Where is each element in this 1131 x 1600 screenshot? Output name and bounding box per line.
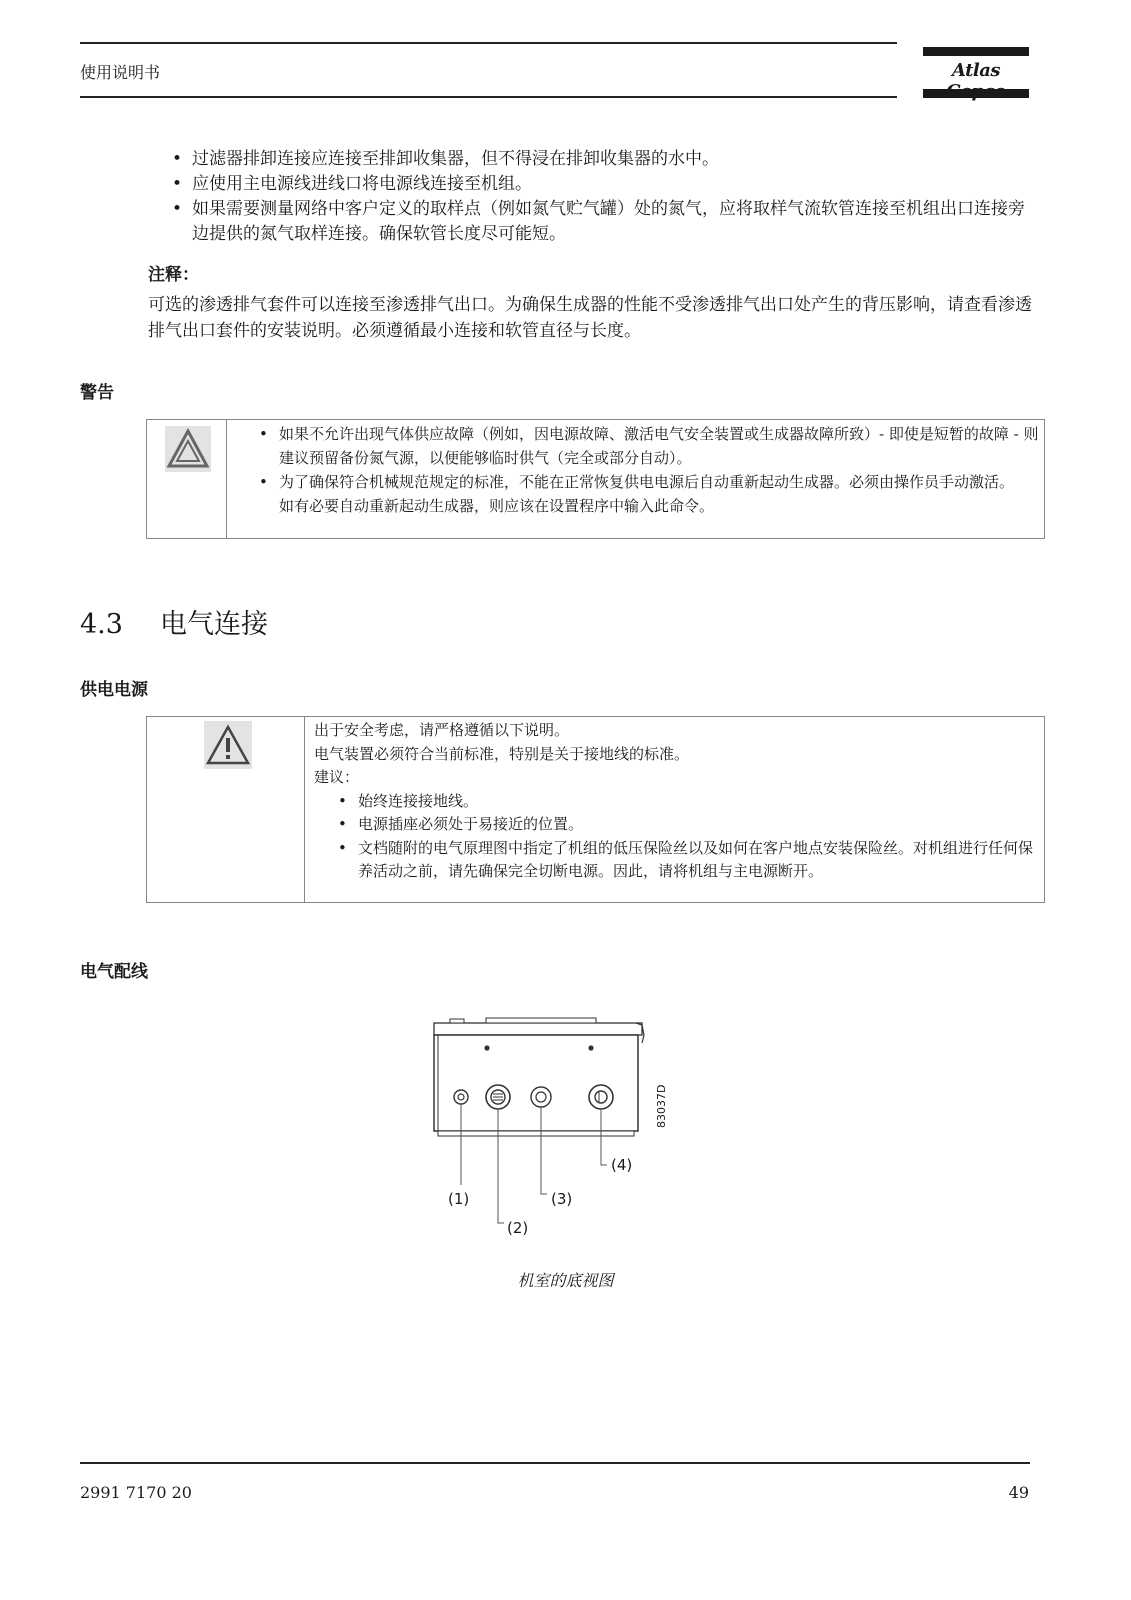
callout-3: (3) bbox=[551, 1190, 573, 1208]
callout-1: (1) bbox=[448, 1190, 470, 1208]
document-number: 2991 7170 20 bbox=[80, 1483, 192, 1502]
warning-extra: 如有必要自动重新起动生成器，则应该在设置程序中输入此命令。 bbox=[279, 497, 715, 515]
connection-bullets bbox=[172, 147, 1037, 247]
list-item: • 过滤器排卸连接应连接至排卸收集器，但不得浸在排卸收集器的水中。 bbox=[172, 147, 1037, 172]
header-bottom-rule bbox=[80, 96, 897, 98]
warning-content bbox=[259, 422, 1041, 518]
list-item: • 始终连接接地线。 bbox=[338, 790, 1040, 814]
power-supply-heading: 供电电源 bbox=[80, 680, 148, 700]
warning-triangle-icon bbox=[165, 426, 211, 476]
logo-wordmark: Atlas bbox=[951, 60, 1001, 81]
power-supply-box bbox=[146, 716, 1045, 903]
paragraph: 电气装置必须符合当前标准，特别是关于接地线的标准。 bbox=[314, 744, 690, 763]
warning-heading: 警告 bbox=[80, 383, 114, 403]
figure-code: 83037D bbox=[655, 1084, 668, 1128]
list-item: • 如果需要测量网络中客户定义的取样点（例如氮气贮气罐）处的氮气，应将取样气流软管连接至机组出口连接旁边提供的氮气取样连接。确保软管长度尽可能短。 bbox=[172, 197, 1037, 247]
paragraph: 出于安全考虑，请严格遵循以下说明。 bbox=[314, 721, 570, 739]
list-item: • 如果不允许出现气体供应故障（例如，因电源故障、激活电气安全装置或生成器故障所致）- 即使是短暂的故障 - 则建议预留备份氮气源，以便能够临时供气（完全或部分自动）。 bbox=[259, 422, 1041, 470]
power-supply-content bbox=[314, 719, 1040, 884]
footer-rule bbox=[80, 1462, 1030, 1464]
cabinet-bottom-view-figure bbox=[430, 1015, 660, 1245]
section-title: 电气连接 bbox=[160, 609, 268, 640]
header-top-rule bbox=[80, 42, 897, 44]
section-heading bbox=[80, 602, 268, 641]
paragraph: 建议： bbox=[314, 768, 360, 786]
section-number: 4.3 bbox=[80, 609, 123, 640]
caution-exclamation-icon bbox=[204, 721, 252, 773]
note-title: 注释： bbox=[148, 265, 199, 285]
figure-caption: 机室的底视图 bbox=[517, 1271, 614, 1290]
note-body: 可选的渗透排气套件可以连接至渗透排气出口。为确保生成器的性能不受渗透排气出口处产生的背压影响，请查看渗透排气出口套件的安装说明。必须遵循最小连接和软管直径与长度。 bbox=[148, 295, 1032, 341]
list-item: • 电源插座必须处于易接近的位置。 bbox=[338, 813, 1040, 837]
callout-2: (2) bbox=[507, 1219, 529, 1237]
callout-4: (4) bbox=[611, 1156, 633, 1174]
brand-logo bbox=[923, 47, 1029, 99]
list-item: • 文档随附的电气原理图中指定了机组的低压保险丝以及如何在客户地点安装保险丝。对机组进行任何保养活动之前，请先确保完全切断电源。因此，请将机组与主电源断开。 bbox=[338, 837, 1040, 884]
wiring-heading: 电气配线 bbox=[80, 962, 148, 982]
list-item: • 应使用主电源线进线口将电源线连接至机组。 bbox=[172, 172, 1037, 197]
document-title: 使用说明书 bbox=[80, 63, 161, 82]
warning-box bbox=[146, 419, 1045, 539]
list-item: • 为了确保符合机械规范规定的标准，不能在正常恢复供电电源后自动重新起动生成器。必须由操作员手动激活。 bbox=[259, 470, 1041, 494]
page-number: 49 bbox=[1008, 1483, 1029, 1502]
